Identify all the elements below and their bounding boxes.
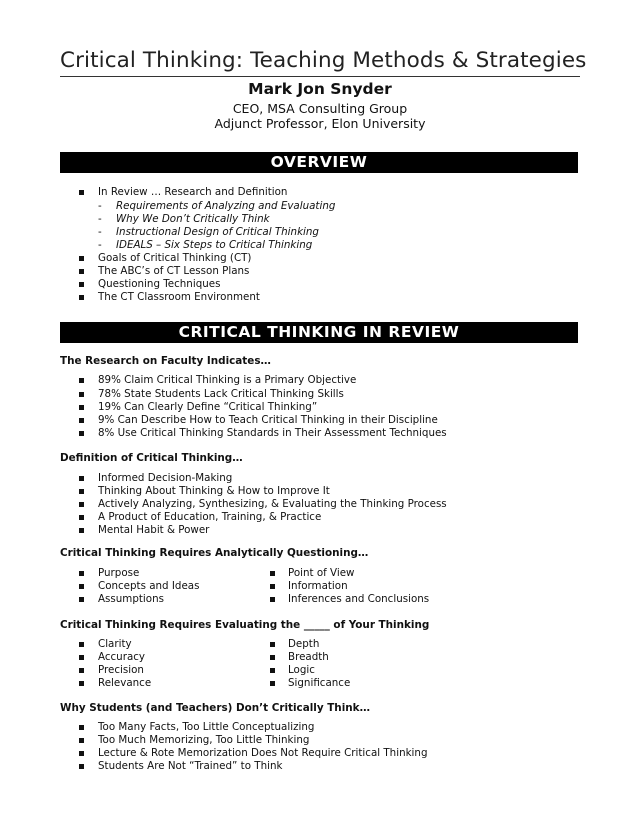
section-heading-questioning: Critical Thinking Requires Analytically Questioning… — [60, 547, 369, 559]
dash-marker: - — [98, 239, 102, 251]
bullet-icon — [79, 418, 84, 423]
title-underline — [60, 76, 580, 77]
bullet-icon — [79, 282, 84, 287]
bullet-icon — [79, 584, 84, 589]
bullet-icon — [79, 764, 84, 769]
bullet-icon — [79, 681, 84, 686]
page-title: Critical Thinking: Teaching Methods & Strategies — [60, 48, 587, 73]
bullet-icon — [79, 405, 84, 410]
bullet-icon — [79, 431, 84, 436]
dash-marker: - — [98, 226, 102, 238]
bullet-icon — [79, 269, 84, 274]
bullet-icon — [79, 528, 84, 533]
bullet-icon — [79, 515, 84, 520]
section-heading-definition: Definition of Critical Thinking… — [60, 452, 243, 464]
bullet-icon — [79, 738, 84, 743]
bullet-icon — [79, 502, 84, 507]
bullet-icon — [79, 642, 84, 647]
bullet-icon — [270, 642, 275, 647]
bullet-icon — [270, 681, 275, 686]
bullet-icon — [270, 597, 275, 602]
bullet-icon — [270, 571, 275, 576]
review-banner: CRITICAL THINKING IN REVIEW — [60, 322, 578, 343]
affiliation-line-1: CEO, MSA Consulting Group — [232, 101, 408, 116]
bullet-icon — [79, 295, 84, 300]
section-heading-evaluating: Critical Thinking Requires Evaluating the _____ of Your Thinking — [60, 619, 430, 631]
dash-marker: - — [98, 200, 102, 212]
bullet-icon — [79, 256, 84, 261]
bullet-icon — [79, 378, 84, 383]
bullet-icon — [79, 476, 84, 481]
section-heading-why: Why Students (and Teachers) Don’t Critically Think… — [60, 702, 370, 714]
bullet-icon — [79, 190, 84, 195]
bullet-icon — [79, 597, 84, 602]
bullet-icon — [270, 668, 275, 673]
dash-marker: - — [98, 213, 102, 225]
document-page: Critical Thinking: Teaching Methods & Strategies Mark Jon Snyder CEO, MSA Consulting Group Adjunct Professor, Elon University OVERVIEW In Review … Research and Definition - Requirements of Analyzing and Evaluating - Why We Don’t Critically Think - Instructional Design of Critical Thinking - IDEALS – Six Steps to Critical Thinking Goals of Critical Thinking (CT) The ABC’s of CT Lesson Plans Questioning Techniques The CT Classroom Environment CRITICAL THINKING IN REVIEW The Research on Faculty Indicates… 89% Claim Critical Thinking is a Primary Objective 78% State Students Lack Critical Thinking Skills 19% Can Clearly Define “Critical Thinking” 9% Can Describe How to Teach Critical Thinking in their Discipline 8% Use Critical Thinking Standards in Their Assessment Techniques Definition of Critical Thinking… Informed Decision-Making Thinking About Thinking & How to Improve It Actively Analyzing, Synthesizing, & Evaluating the Thinking Process A Product of Education, Training, & Practice Mental Habit & Power Critical Thinking Requires Analytically Questioning… Purpose Point of View Concepts and Ideas Information Assumptions Inferences and Conclusions Critical Thinking Requires Evaluating the _____ of Your Thinking Clarity Depth Accuracy Breadth Precision Logic Relevance Significance Why Students (and Teachers) Don’t Critically Think… Too Many Facts, Too Little Conceptualizing Too Much Memorizing, Too Little Thinking Lecture & Rote Memorization Does Not Require Critical Thinking Students Are Not “Trained” to Think — [60, 48, 587, 772]
bullet-icon — [79, 392, 84, 397]
bullet-icon — [79, 571, 84, 576]
bullet-icon — [270, 655, 275, 660]
bullet-icon — [79, 725, 84, 730]
section-heading-research: The Research on Faculty Indicates… — [60, 355, 271, 367]
bullet-icon — [270, 584, 275, 589]
bullet-icon — [79, 751, 84, 756]
affiliation-line-2: Adjunct Professor, Elon University — [214, 116, 426, 131]
bullet-icon — [79, 668, 84, 673]
bullet-icon — [79, 489, 84, 494]
overview-banner: OVERVIEW — [60, 152, 578, 173]
author-name: Mark Jon Snyder — [248, 80, 392, 98]
bullet-icon — [79, 655, 84, 660]
